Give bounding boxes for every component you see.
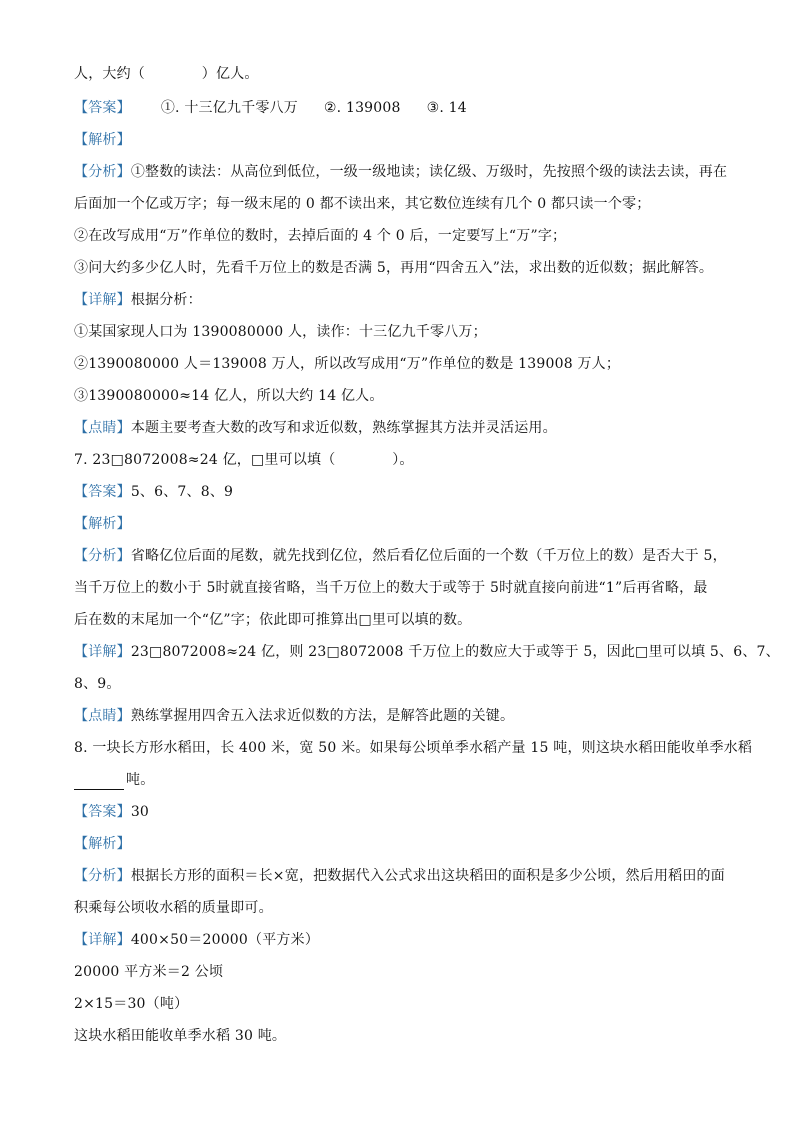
dianjing-tag: 【点睛】 xyxy=(74,420,131,436)
answer-tag: 【答案】 xyxy=(74,100,131,116)
text: 熟练掌握用四舍五入法求近似数的方法，是解答此题的关键。 xyxy=(130,708,515,724)
text: ③问大约多少亿人时，先看千万位上的数是否满 5，再用“四舍五入”法，求出数的近似数；据此解答。 xyxy=(74,260,714,276)
text-line xyxy=(74,290,724,310)
analysis-tag: 【解析】 xyxy=(74,836,131,852)
text-line xyxy=(74,994,724,1014)
text: ①整数的读法：从高位到低位，一级一级地读；读亿级、万级时，先按照个级的读法去读，再在 xyxy=(130,164,728,180)
text: 20000 平方米＝2 公顷 xyxy=(74,964,224,980)
analysis-heading xyxy=(74,514,724,534)
text: 2×15＝30（吨） xyxy=(74,996,189,1012)
answer-2: ②. 139008 xyxy=(323,100,401,116)
text-line xyxy=(74,354,724,374)
answer-line xyxy=(74,98,724,118)
text: 当千万位上的数小于 5时就直接省略，当千万位上的数大于或等于 5时就直接向前进“1”后再省略，最 xyxy=(74,580,708,596)
text: 23□8072008≈24 亿，则 23□8072008 千万位上的数应大于或等于 5，因此□里可以填 5、6、7、 xyxy=(130,644,780,660)
xiangjie-tag: 【详解】 xyxy=(74,932,131,948)
text-line xyxy=(74,546,727,566)
text-line xyxy=(74,706,724,726)
text-line xyxy=(74,642,780,662)
fenxi-tag: 【分析】 xyxy=(74,164,131,180)
text-line xyxy=(74,898,724,918)
text: 省略亿位后面的尾数，就先找到亿位，然后看亿位后面的一个数（千万位上的数）是否大于 5， xyxy=(130,548,727,564)
answer-line xyxy=(74,482,724,502)
text-line xyxy=(74,226,724,246)
text-line xyxy=(74,258,724,278)
analysis-heading xyxy=(74,130,724,150)
text: 本题主要考查大数的改写和求近似数，熟练掌握其方法并灵活运用。 xyxy=(130,420,557,436)
fenxi-tag: 【分析】 xyxy=(74,868,131,884)
dianjing-tag: 【点睛】 xyxy=(74,708,131,724)
text: 根据分析： xyxy=(130,292,202,308)
text: 400×50＝20000（平方米） xyxy=(130,932,320,948)
text-line xyxy=(74,674,724,694)
text: 5、6、7、8、9 xyxy=(130,484,234,500)
text-line xyxy=(74,418,724,438)
text-line xyxy=(74,866,724,886)
text-line xyxy=(74,930,724,950)
text: 根据长方形的面积＝长×宽，把数据代入公式求出这块稻田的面积是多少公顷，然后用稻田的面 xyxy=(130,868,725,884)
question-8 xyxy=(74,738,753,758)
text: ②在改写成用“万”作单位的数时，去掉后面的 4 个 0 后，一定要写上“万”字； xyxy=(74,228,567,244)
answer-blank xyxy=(74,775,124,790)
text: 8. 一块长方形水稻田，长 400 米，宽 50 米。如果每公顷单季水稻产量 15 吨，则这块水稻田能收单季水稻 xyxy=(74,740,753,756)
text-line xyxy=(74,322,724,342)
text-line xyxy=(74,386,724,406)
text-line xyxy=(74,578,724,598)
text: 人，大约（ ）亿人。 xyxy=(74,66,259,82)
question-7 xyxy=(74,450,724,470)
text: ③1390080000≈14 亿人，所以大约 14 亿人。 xyxy=(74,388,384,404)
text: 后在数的末尾加一个“亿”字；依此即可推算出□里可以填的数。 xyxy=(74,612,472,628)
analysis-tag: 【解析】 xyxy=(74,132,131,148)
text-line xyxy=(74,1026,724,1046)
text: 8、9。 xyxy=(74,676,121,692)
answer-tag: 【答案】 xyxy=(74,484,131,500)
text: 这块水稻田能收单季水稻 30 吨。 xyxy=(74,1028,287,1044)
text: 后面加一个亿或万字；每一级末尾的 0 都不读出来，其它数位连续有几个 0 都只读一个零； xyxy=(74,196,651,212)
answer-line xyxy=(74,802,724,822)
text: 吨。 xyxy=(126,772,155,788)
answer-tag: 【答案】 xyxy=(74,804,131,820)
text-line xyxy=(74,194,724,214)
text: 30 xyxy=(130,804,150,820)
answer-3: ③. 14 xyxy=(426,100,467,116)
analysis-tag: 【解析】 xyxy=(74,516,131,532)
text-line xyxy=(74,162,728,182)
text-line xyxy=(74,64,724,84)
text: 积乘每公顷收水稻的质量即可。 xyxy=(74,900,273,916)
answer-1: ①. 十三亿九千零八万 xyxy=(160,100,298,116)
text: ②1390080000 人＝139008 万人，所以改写成用“万”作单位的数是 139008 万人； xyxy=(74,356,621,372)
analysis-heading xyxy=(74,834,724,854)
text-line xyxy=(74,770,724,790)
xiangjie-tag: 【详解】 xyxy=(74,292,131,308)
text: ①某国家现人口为 1390080000 人，读作：十三亿九千零八万； xyxy=(74,324,487,340)
text: 7. 23□8072008≈24 亿，□里可以填（ ）。 xyxy=(74,452,414,468)
text-line xyxy=(74,962,724,982)
text-line xyxy=(74,610,724,630)
xiangjie-tag: 【详解】 xyxy=(74,644,131,660)
fenxi-tag: 【分析】 xyxy=(74,548,131,564)
